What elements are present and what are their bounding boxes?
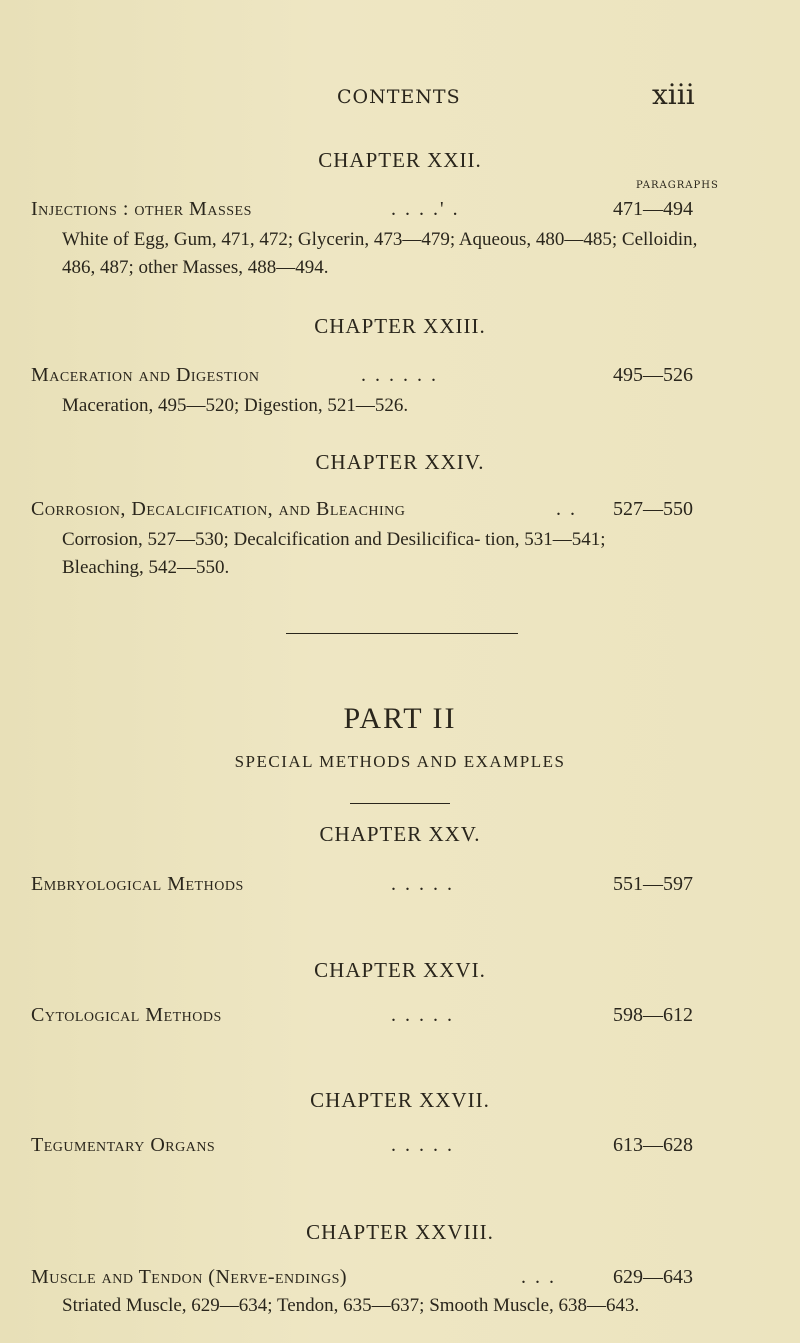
toc-entry[interactable] bbox=[31, 873, 721, 901]
page-number: xiii bbox=[652, 78, 695, 111]
part-title: PART II bbox=[343, 702, 457, 735]
toc-entry[interactable] bbox=[31, 1004, 721, 1032]
leader-dots: . . . . . bbox=[391, 1134, 454, 1156]
paragraph-range: 495—526 bbox=[613, 364, 693, 386]
part-subtitle: SPECIAL METHODS AND EXAMPLES bbox=[234, 752, 566, 771]
chapter-heading: CHAPTER XXVI. bbox=[314, 958, 486, 982]
toc-entry[interactable] bbox=[31, 1266, 721, 1294]
entry-description: Corrosion, 527—530; Decalcification and Desilicifica- tion, 531—541; Bleaching, 542—550. bbox=[62, 529, 606, 578]
chapter-heading: CHAPTER XXIII. bbox=[314, 314, 486, 338]
paragraph-range: 598—612 bbox=[613, 1004, 693, 1026]
entry-title: Maceration and Digestion bbox=[31, 364, 260, 386]
toc-entry[interactable] bbox=[31, 498, 721, 526]
entry-description: White of Egg, Gum, 471, 472; Glycerin, 473—479; Aqueous, 480—485; Celloidin, 486, 487; other Masses, 488—494. bbox=[62, 229, 698, 278]
leader-dots: . . . .' . bbox=[391, 198, 460, 220]
part-divider bbox=[350, 803, 450, 804]
entry-title: Embryological Methods bbox=[31, 873, 244, 895]
leader-dots: . . . . . bbox=[391, 1004, 454, 1026]
entry-title: Muscle and Tendon (Nerve-endings) bbox=[31, 1266, 348, 1288]
leader-dots: . . bbox=[556, 498, 577, 520]
paragraph-range: 527—550 bbox=[613, 498, 693, 520]
paragraph-range: 551—597 bbox=[613, 873, 693, 895]
toc-entry[interactable] bbox=[31, 198, 721, 226]
paragraph-range: 629—643 bbox=[613, 1266, 693, 1288]
chapter-heading: CHAPTER XXIV. bbox=[315, 450, 485, 474]
entry-description: Striated Muscle, 629—634; Tendon, 635—637; Smooth Muscle, 638—643. bbox=[62, 1295, 640, 1316]
toc-entry[interactable] bbox=[31, 1134, 721, 1162]
entry-title: Injections : other Masses bbox=[31, 198, 252, 220]
paragraphs-column-label: PARAGRAPHS bbox=[636, 180, 719, 191]
toc-entry[interactable] bbox=[31, 364, 721, 392]
paragraph-range: 613—628 bbox=[613, 1134, 693, 1156]
entry-title: Corrosion, Decalcification, and Bleaching bbox=[31, 498, 406, 520]
leader-dots: . . . bbox=[521, 1266, 556, 1288]
chapter-heading: CHAPTER XXII. bbox=[318, 148, 482, 172]
chapter-heading: CHAPTER XXVIII. bbox=[306, 1220, 494, 1244]
entry-description: Maceration, 495—520; Digestion, 521—526. bbox=[62, 395, 409, 416]
chapter-heading: CHAPTER XXV. bbox=[319, 822, 481, 846]
running-head bbox=[0, 78, 800, 118]
entry-title: Tegumentary Organs bbox=[31, 1134, 216, 1156]
leader-dots: . . . . . bbox=[391, 873, 454, 895]
section-divider bbox=[286, 633, 518, 634]
entry-title: Cytological Methods bbox=[31, 1004, 222, 1026]
chapter-heading: CHAPTER XXVII. bbox=[310, 1088, 490, 1112]
running-title: CONTENTS bbox=[337, 86, 461, 108]
paragraph-range: 471—494 bbox=[613, 198, 693, 220]
leader-dots: . . . . . . bbox=[361, 364, 438, 386]
